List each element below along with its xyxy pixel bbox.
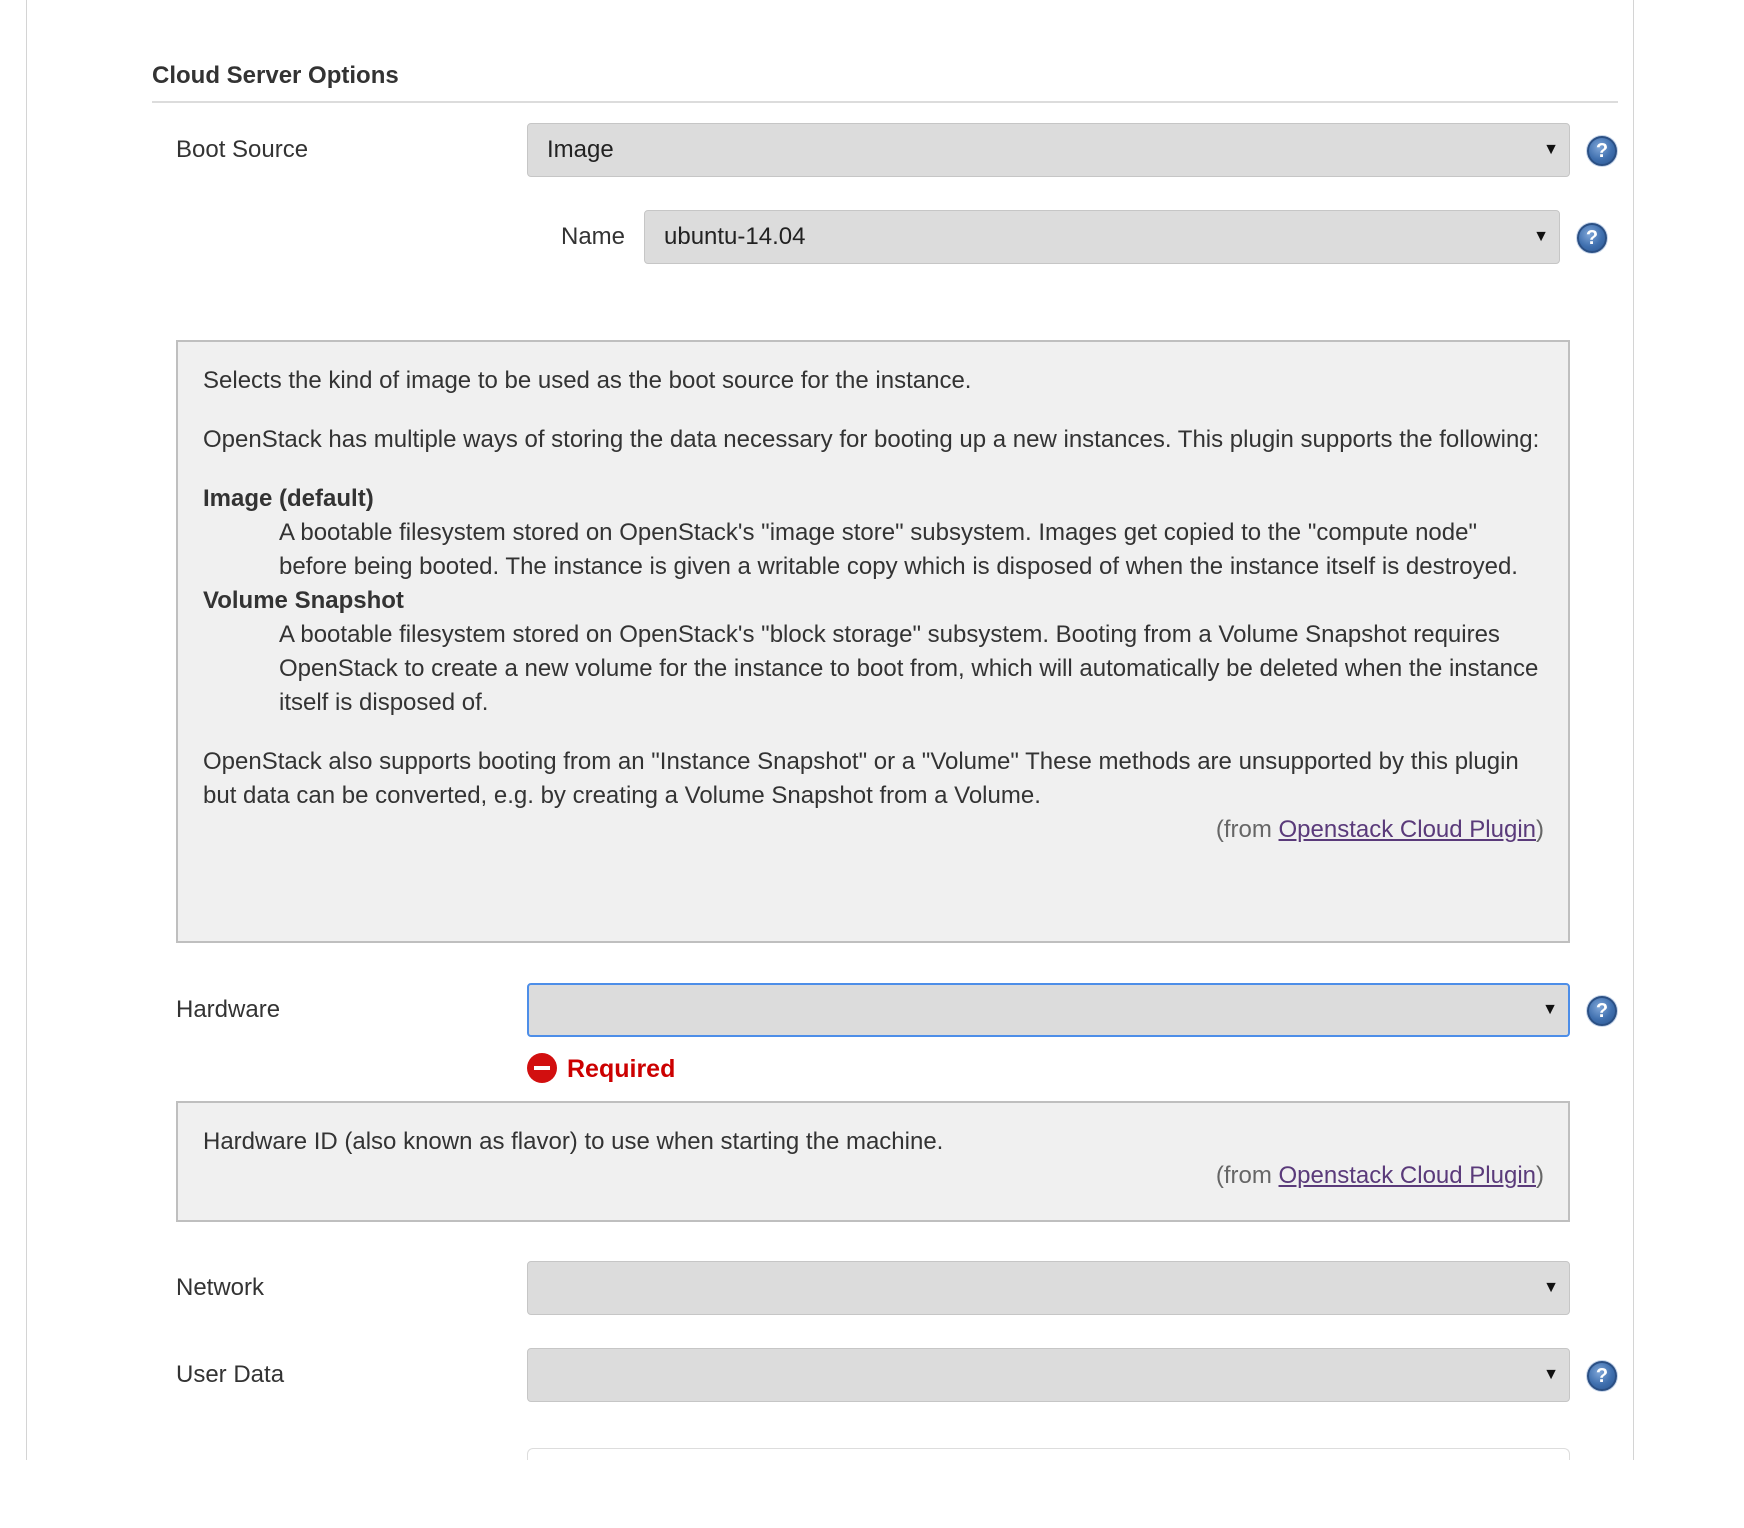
section-divider [152,101,1618,103]
help-description: A bootable filesystem stored on OpenStack's "image store" subsystem. Images get copied to the "compute node" before being booted. The instance is given a writable copy which is disposed of when the instance itself is destroyed. [279,519,1518,580]
openstack-cloud-plugin-link[interactable]: Openstack Cloud Plugin [1278,816,1536,843]
required-icon [527,1053,557,1083]
help-outro: OpenStack also supports booting from an "Instance Snapshot" or a "Volume" These methods are unsupported by this plugin but data can be converted, e.g. by creating a Volume Snapshot from a Volume. [203,748,1519,809]
hardware-label: Hardware [176,996,281,1023]
boot-source-help-icon[interactable]: ? [1587,136,1617,166]
validation-message: Required [567,1055,676,1083]
network-label: Network [176,1274,265,1301]
user-data-help-icon[interactable]: ? [1587,1361,1617,1391]
help-source-prefix: (from [1215,816,1279,843]
dropdown-arrow-icon: ▼ [1543,1279,1559,1296]
help-intro: Selects the kind of image to be used as the boot source for the instance. [203,367,972,394]
user-data-label: User Data [176,1361,285,1388]
help-source [203,1159,1544,1193]
help-source [203,813,1544,847]
image-name-select[interactable] [644,210,1560,264]
user-data-select[interactable] [527,1348,1570,1402]
help-source-prefix: (from [1215,1162,1279,1189]
hardware-validation-error [527,1052,675,1086]
help-paragraph: OpenStack has multiple ways of storing the data necessary for booting up a new instances. This plugin supports the following: [203,426,1540,453]
section-title: Cloud Server Options [152,62,399,89]
hardware-help-box [176,1101,1570,1222]
help-term: Image (default) [203,485,374,512]
help-source-suffix: ) [1536,1162,1544,1189]
help-description: A bootable filesystem stored on OpenStack's "block storage" subsystem. Booting from a Volume Snapshot requires OpenStack to create a new volume for the instance to boot from, which will automatically be deleted when the instance itself is disposed of. [279,621,1539,716]
dropdown-arrow-icon: ▼ [1543,141,1559,158]
boot-source-help-box [176,340,1570,943]
dropdown-arrow-icon: ▼ [1533,228,1549,245]
hardware-help-icon[interactable]: ? [1587,996,1617,1026]
hardware-select[interactable] [527,983,1570,1037]
boot-source-types-list [203,482,1544,720]
dropdown-arrow-icon: ▼ [1542,1001,1558,1018]
network-select[interactable] [527,1261,1570,1315]
boot-source-select[interactable] [527,123,1570,177]
help-term: Volume Snapshot [203,587,404,614]
image-name-label: Name [561,223,626,250]
openstack-cloud-plugin-link[interactable]: Openstack Cloud Plugin [1278,1162,1536,1189]
page-bottom-area [0,1460,1744,1528]
image-name-value: ubuntu-14.04 [664,223,806,250]
dropdown-arrow-icon: ▼ [1543,1366,1559,1383]
help-source-suffix: ) [1536,816,1544,843]
boot-source-value: Image [547,136,614,163]
image-name-help-icon[interactable]: ? [1577,223,1607,253]
hardware-help-text: Hardware ID (also known as flavor) to use when starting the machine. [203,1128,944,1155]
boot-source-label: Boot Source [176,136,309,163]
